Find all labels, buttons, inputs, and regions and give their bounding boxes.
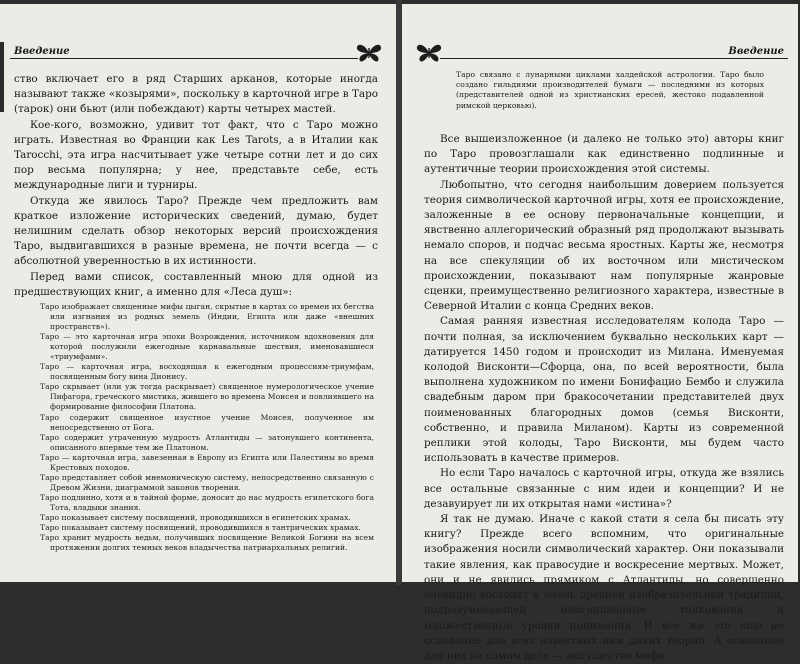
list-item: Таро связано с лунарными циклами халдейской астрологии. Таро было создано гильдиями производителей бумаги — последними из которых (представителей одной из христианских ересей, жестоко подавленной римской церковью). xyxy=(456,70,764,110)
list-item: Таро содержит священное изустное учение Моисея, полученное им непосредственно от Бога. xyxy=(40,412,374,432)
list-item: Таро представляет собой мнемоническую систему, непосредственно связанную с Древом Жизни, диаграммой законов творения. xyxy=(40,472,374,492)
list-item: Таро изображает священные мифы цыган, скрытые в картах со времен их бегства или изгнания из родных земель (Индии, Египта или даже «внешних пространств»). xyxy=(40,302,374,332)
binding-edge xyxy=(0,42,4,112)
running-head: Введение xyxy=(10,46,74,57)
list-item: Таро скрывает (или уж тогда раскрывает) священное нумерологическое учение Пифагора, греческого мистика, жившего во времена Моисея и повлиявшего на формирование философии Платона. xyxy=(40,382,374,412)
list-item: Таро показывает систему посвящений, проводившихся в тантрических храмах. xyxy=(40,523,361,533)
left-page xyxy=(0,4,396,582)
running-head: Введение xyxy=(724,46,788,57)
right-page-header xyxy=(416,46,788,66)
list-item: Таро — это карточная игра эпохи Возрождения, источником вдохновения для которой послужили ежегодные карнавальные шествия, именовавшиеся «триумфами». xyxy=(40,332,374,362)
list-item: Таро показывает систему посвящений, проводившихся в египетских храмах. xyxy=(40,512,351,522)
paragraph: Откуда же явилось Таро? Прежде чем предложить вам краткое изложение исторических сведений, думаю, будет нелишним сделать обзор некоторых версий происхождения Таро, выдвигавшихся в разные времена, не почти всегда — с абсолютной уверенностью в их истинности. xyxy=(14,194,378,268)
paragraph: Перед вами список, составленный мною для одной из предшествующих книг, а именно для «Леса душ»: xyxy=(14,270,378,298)
paragraph: Любопытно, что сегодня наибольшим доверием пользуется теория символической карточной игры, хотя ее происхождение, заложенные в ее основу первоначальные концепции, и явственно аллегорический образный ряд продолжают вызывать немало споров, и подчас весьма яростных. Карты же, несмотря на все спекуляции об их восточном или мистическом происхождении, показывают нам популярные жанровые сценки, преимущественно религиозного характера, известные в Северной Италии с конца Средних веков. xyxy=(424,178,784,313)
butterfly-icon xyxy=(356,42,382,64)
list-item: Таро хранит мудрость ведьм, получивших посвящение Великой Богини на всем протяжении долгих темных веков владычества патриархальных религий. xyxy=(40,533,374,553)
main-text xyxy=(14,72,378,300)
list-item: Таро подлинно, хотя и в тайной форме, доносит до нас мудрость египетского бога Тота, владыки знания. xyxy=(40,492,374,512)
list-item: Таро — карточная игра, завезенная в Европу из Египта или Палестины во время Крестовых походов. xyxy=(40,452,374,472)
header-rule xyxy=(440,58,788,59)
paragraph: Но если Таро началось с карточной игры, откуда же взялись все остальные связанные с ним идеи и концепции? И не дезавуирует ли их открытая нами «истина»? xyxy=(424,467,784,510)
header-rule xyxy=(10,58,358,59)
theories-list xyxy=(40,302,374,553)
theories-list-continued xyxy=(456,70,764,111)
paragraph: Самая ранняя известная исследователям колода Таро — почти полная, за исключением буквально нескольких карт — датируется 1450 годом и происходит из Милана. Именуемая колодой Висконти—Сфорца, она, по всей вероятности, была выполнена художником по имени Бонифацио Бембо и служила свадебным даром при бракосочетании представителей двух поименованных благородных домов (семья Висконти, собственно, и правила Миланом). Карты из современной реплики этой колоды, Таро Висконти, мы будем часто использовать в качестве примеров. xyxy=(424,315,784,465)
butterfly-icon xyxy=(416,42,442,64)
list-item: Таро содержит утраченную мудрость Атлантиды — затонувшего континента, описанного впервые тем же Платоном. xyxy=(40,432,374,452)
paragraph: ство включает его в ряд Старших арканов, которые иногда называют также «козырями», поскольку в карточной игре в Таро (тарок) они бьют (или побеждают) карты четырех мастей. xyxy=(14,73,378,116)
paragraph: Кое-кого, возможно, удивит тот факт, что с Таро можно играть. Известная во Франции как Les Tarots, а в Италии как Tarocchi, эта игра насчитывает уже четыре сотни лет и до сих пор весьма популярна; у нее, представьте себе, есть международные лиги и турниры. xyxy=(14,118,378,192)
main-text xyxy=(424,132,784,664)
right-page xyxy=(402,4,798,662)
paragraph: Все вышеизложенное (и далеко не только это) авторы книг по Таро провозглашали как единственно подлинные и аутентичные теории происхождения этой системы. xyxy=(424,133,784,176)
paragraph: Я так не думаю. Иначе с какой стати я села бы писать эту книгу? Прежде всего вспомним, что оригинальные изображения носили символический характер. Они показывали такие явления, как правосудие и воскресение мертвых. Может, они и не явились прямиком с Атлантиды, но совершенно очевидно восходят к очень древней изобразительной традиции, подразумевающей многоплановые толкования и множественные уровни понимания. И все же это еще не основание для всех известных нам диких теорий. А основание для них на самом деле — могущество мифа. xyxy=(424,513,784,662)
left-page-header xyxy=(10,46,382,66)
list-item: Таро — карточная игра, восходящая к ежегодным процессиям-триумфам, посвященным богу вина Дионису. xyxy=(40,362,374,382)
